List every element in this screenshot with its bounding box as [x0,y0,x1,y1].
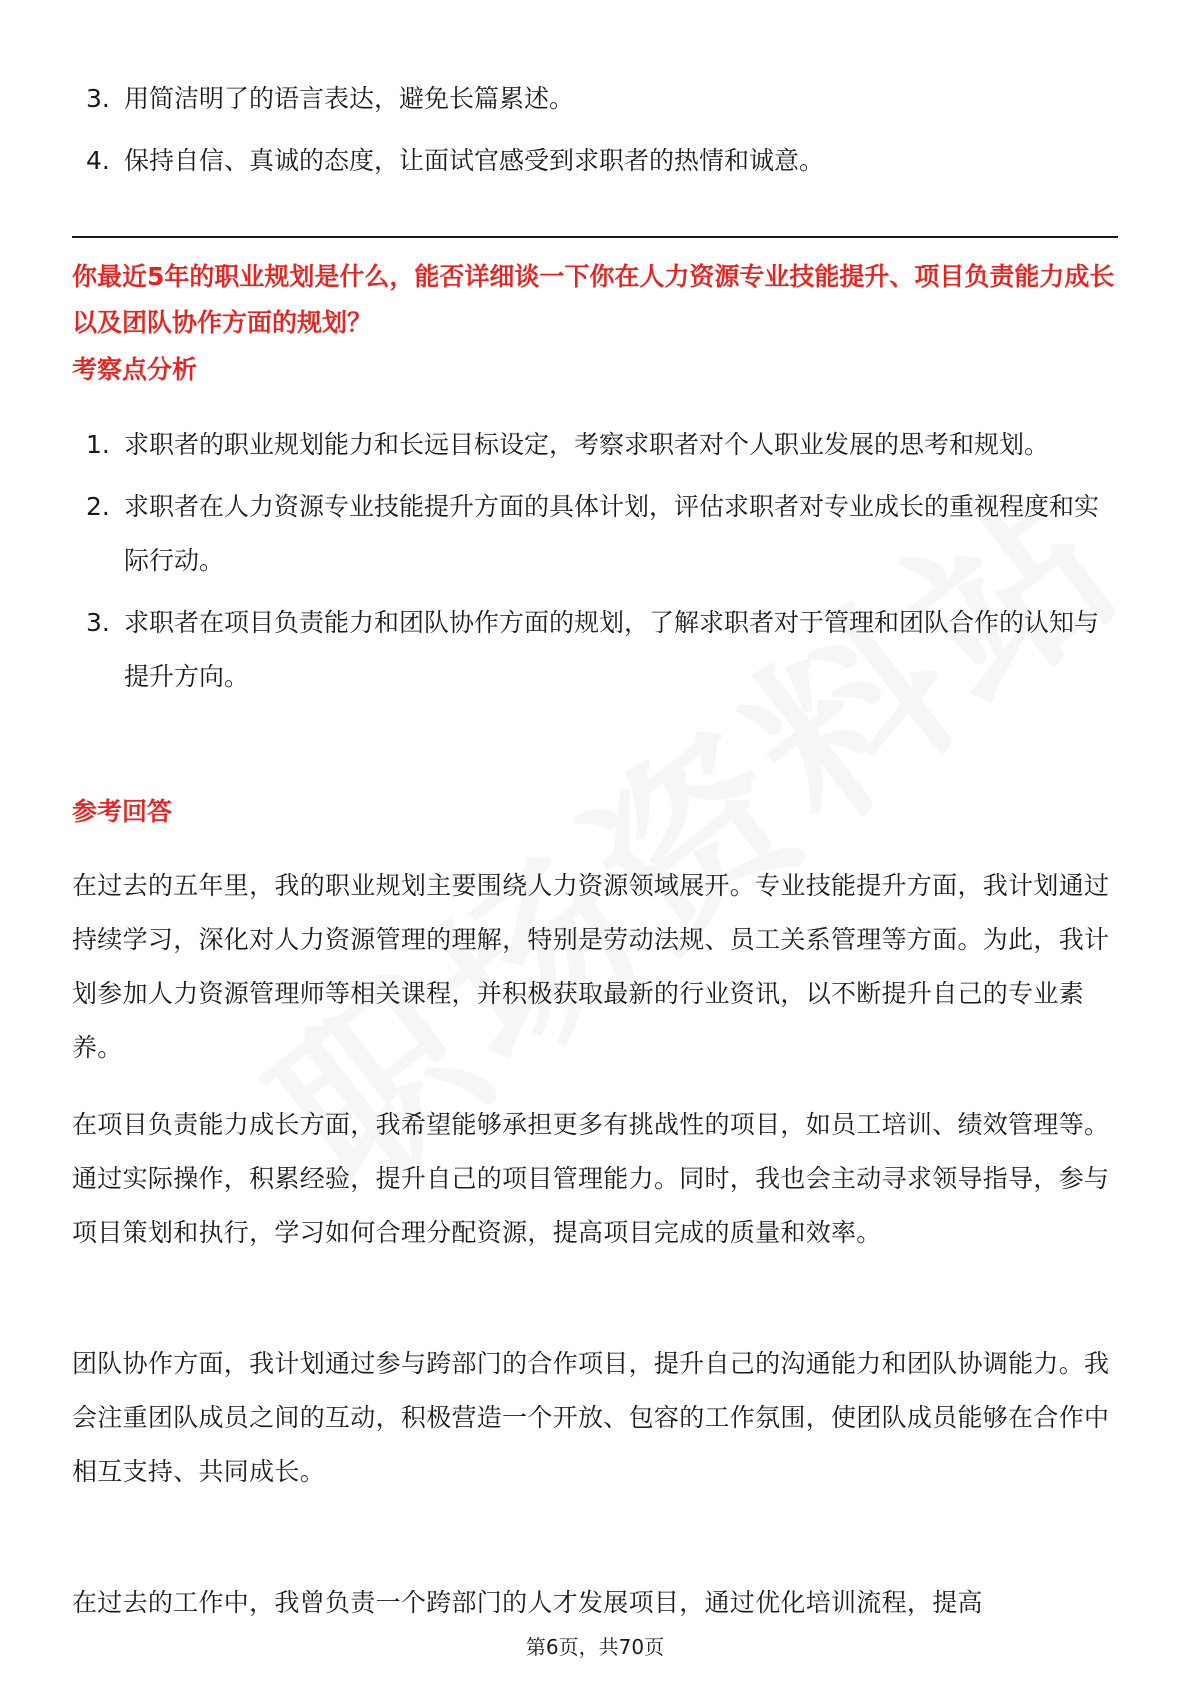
list-item [72,480,1118,588]
section-divider [72,236,1118,238]
analysis-title: 考察点分析 [72,355,198,384]
list-item [72,134,1118,188]
question-heading: 你最近5年的职业规划是什么，能否详细谈一下你在人力资源专业技能提升、项目负责能力成长以及团队协作方面的规划？ [72,262,1115,337]
list-number: 2. [86,492,110,521]
analysis-list [72,418,1118,712]
answer-paragraph: 团队协作方面，我计划通过参与跨部门的合作项目，提升自己的沟通能力和团队协调能力。我会注重团队成员之间的互动，积极营造一个开放、包容的工作氛围，使团队成员能够在合作中相互支持、共同成长。 [72,1349,1110,1486]
list-number: 3. [86,608,110,637]
list-number: 4. [86,146,110,175]
list-item [72,72,1118,126]
list-item [72,596,1118,704]
list-text: 求职者的职业规划能力和长远目标设定，考察求职者对个人职业发展的思考和规划。 [124,430,1050,459]
list-text: 保持自信、真诚的态度，让面试官感受到求职者的热情和诚意。 [124,146,825,175]
list-text: 求职者在人力资源专业技能提升方面的具体计划，评估求职者对专业成长的重视程度和实际行动。 [124,492,1100,575]
list-text: 用简洁明了的语言表达，避免长篇累述。 [124,84,575,113]
list-number: 3. [86,84,110,113]
list-item [72,418,1118,472]
list-text: 求职者在项目负责能力和团队协作方面的规划，了解求职者对于管理和团队合作的认知与提升方向。 [124,608,1100,691]
answer-paragraph: 在项目负责能力成长方面，我希望能够承担更多有挑战性的项目，如员工培训、绩效管理等。通过实际操作，积累经验，提升自己的项目管理能力。同时，我也会主动寻求领导指导，参与项目策划和执行，学习如何合理分配资源，提高项目完成的质量和效率。 [72,1110,1110,1247]
list-number: 1. [86,430,110,459]
page-footer: 第6页，共70页 [525,1635,665,1659]
tips-list [72,72,1118,196]
answer-paragraph: 在过去的五年里，我的职业规划主要围绕人力资源领域展开。专业技能提升方面，我计划通过持续学习，深化对人力资源管理的理解，特别是劳动法规、员工关系管理等方面。为此，我计划参加人力资源管理师等相关课程，并积极获取最新的行业资讯，以不断提升自己的专业素养。 [72,871,1110,1062]
document-page [72,0,1118,1684]
answer-title: 参考回答 [72,797,173,826]
answer-paragraph: 在过去的工作中，我曾负责一个跨部门的人才发展项目，通过优化培训流程，提高 [72,1588,983,1617]
